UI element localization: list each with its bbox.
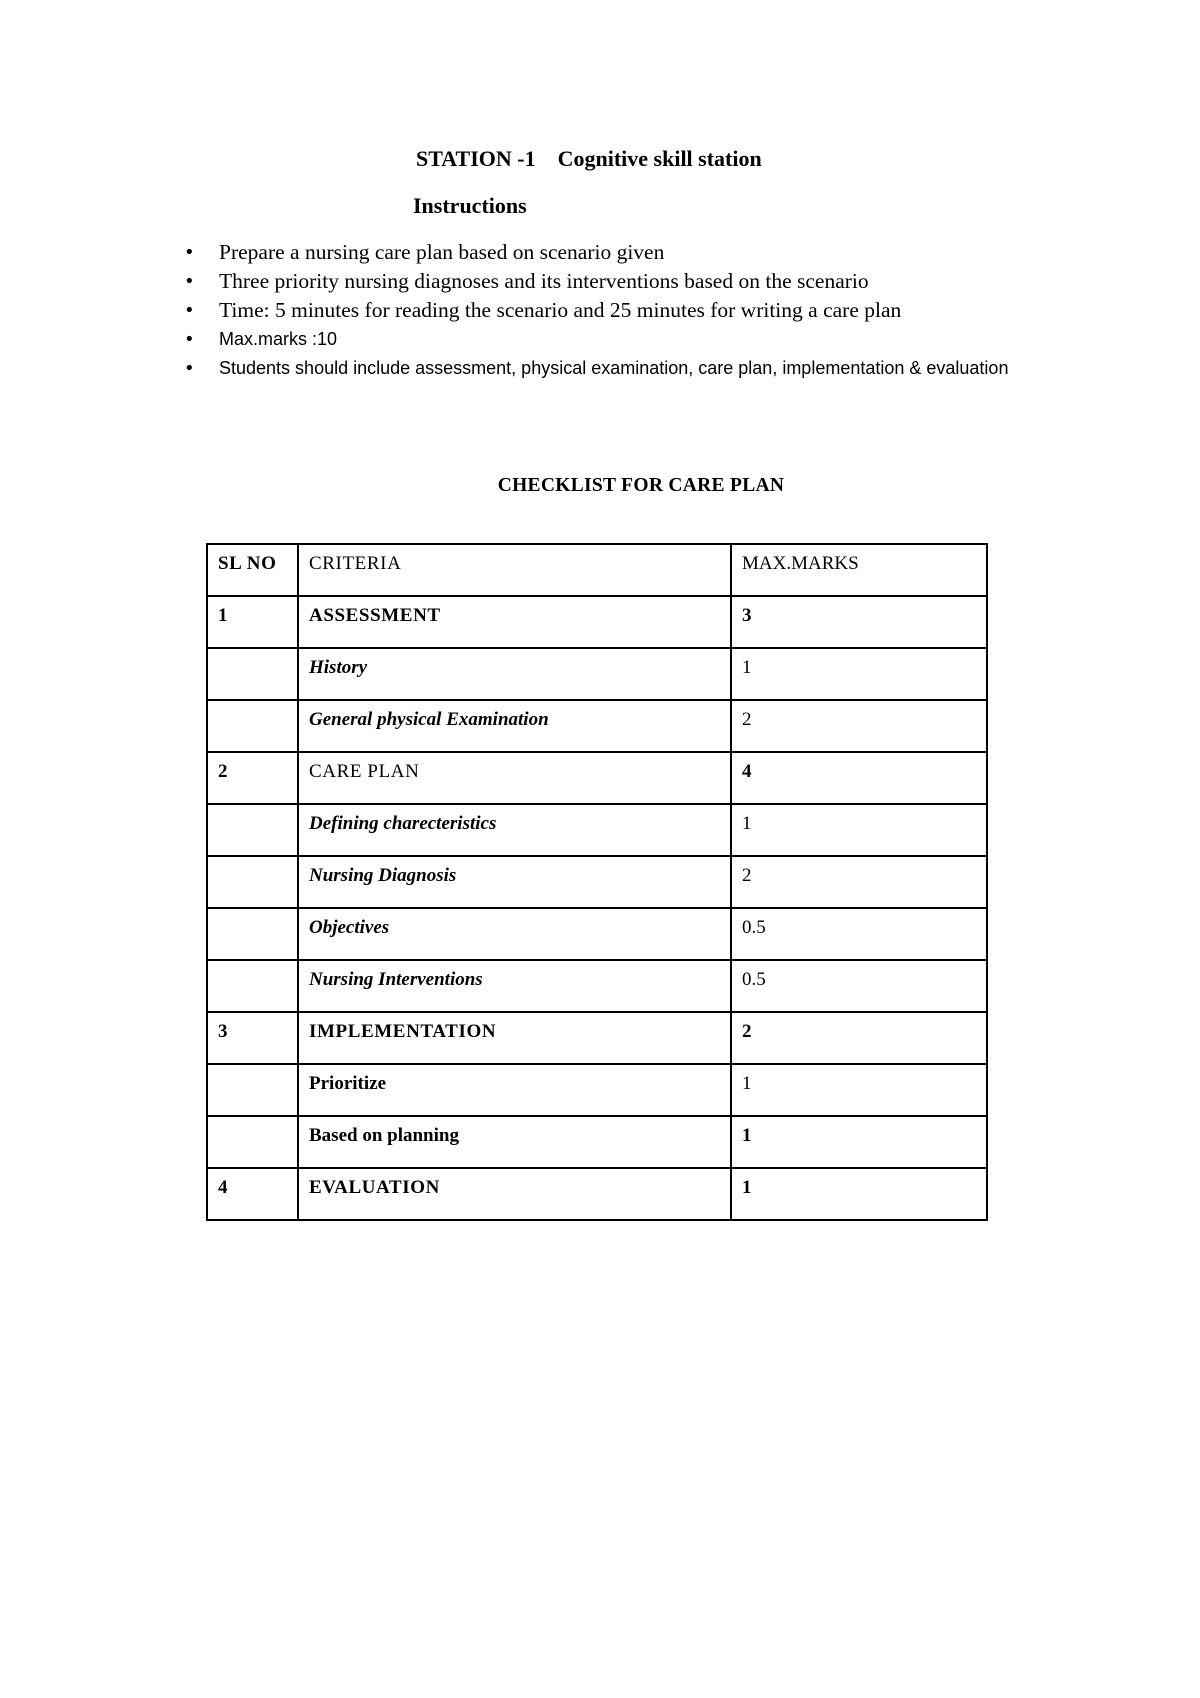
cell-criteria: Nursing Diagnosis <box>298 856 731 908</box>
cell-max-marks: 1 <box>731 1168 987 1220</box>
cell-criteria: CARE PLAN <box>298 752 731 804</box>
cell-max-marks: 0.5 <box>731 960 987 1012</box>
cell-max-marks: 2 <box>731 856 987 908</box>
table-row <box>207 1116 987 1168</box>
instruction-item: • Students should include assessment, physical examination, care plan, implementation & evaluation <box>184 354 1044 383</box>
table-row <box>207 908 987 960</box>
cell-max-marks: 1 <box>731 648 987 700</box>
cell-max-marks: 1 <box>731 1116 987 1168</box>
cell-max-marks: 1 <box>731 1064 987 1116</box>
table-row <box>207 960 987 1012</box>
cell-criteria: ASSESSMENT <box>298 596 731 648</box>
cell-sl-no <box>207 700 298 752</box>
table-row <box>207 1064 987 1116</box>
instruction-item: • Prepare a nursing care plan based on scenario given <box>184 238 1044 267</box>
table-header-row <box>207 544 987 596</box>
table-row <box>207 1012 987 1064</box>
instructions-list <box>184 238 1044 383</box>
cell-sl-no <box>207 648 298 700</box>
cell-criteria: Objectives <box>298 908 731 960</box>
table-row <box>207 804 987 856</box>
table-row <box>207 648 987 700</box>
cell-sl-no <box>207 1116 298 1168</box>
cell-criteria: General physical Examination <box>298 700 731 752</box>
cell-sl-no <box>207 908 298 960</box>
cell-sl-no: 1 <box>207 596 298 648</box>
cell-criteria: Prioritize <box>298 1064 731 1116</box>
table-row <box>207 752 987 804</box>
header-criteria: CRITERIA <box>298 544 731 596</box>
header-sl-no: SL NO <box>207 544 298 596</box>
cell-criteria: Defining charecteristics <box>298 804 731 856</box>
cell-sl-no: 2 <box>207 752 298 804</box>
cell-max-marks: 2 <box>731 1012 987 1064</box>
instruction-item: • Max.marks :10 <box>184 325 1044 354</box>
instructions-heading: Instructions <box>413 193 527 218</box>
cell-sl-no: 4 <box>207 1168 298 1220</box>
table-row <box>207 856 987 908</box>
cell-max-marks: 0.5 <box>731 908 987 960</box>
checklist-title: CHECKLIST FOR CARE PLAN <box>497 475 785 496</box>
instruction-item: • Three priority nursing diagnoses and its interventions based on the scenario <box>184 267 1044 296</box>
cell-criteria: IMPLEMENTATION <box>298 1012 731 1064</box>
cell-sl-no <box>207 960 298 1012</box>
page-title: STATION -1 Cognitive skill station <box>416 146 762 171</box>
cell-criteria: Based on planning <box>298 1116 731 1168</box>
cell-sl-no <box>207 856 298 908</box>
cell-max-marks: 2 <box>731 700 987 752</box>
table-row <box>207 596 987 648</box>
cell-criteria: Nursing Interventions <box>298 960 731 1012</box>
cell-criteria: EVALUATION <box>298 1168 731 1220</box>
table-row <box>207 1168 987 1220</box>
cell-sl-no <box>207 1064 298 1116</box>
cell-max-marks: 4 <box>731 752 987 804</box>
cell-sl-no <box>207 804 298 856</box>
cell-max-marks: 1 <box>731 804 987 856</box>
cell-max-marks: 3 <box>731 596 987 648</box>
instruction-item: • Time: 5 minutes for reading the scenario and 25 minutes for writing a care plan <box>184 296 1044 325</box>
header-max-marks: MAX.MARKS <box>731 544 987 596</box>
table-row <box>207 700 987 752</box>
checklist-table <box>206 543 988 1221</box>
cell-criteria: History <box>298 648 731 700</box>
cell-sl-no: 3 <box>207 1012 298 1064</box>
